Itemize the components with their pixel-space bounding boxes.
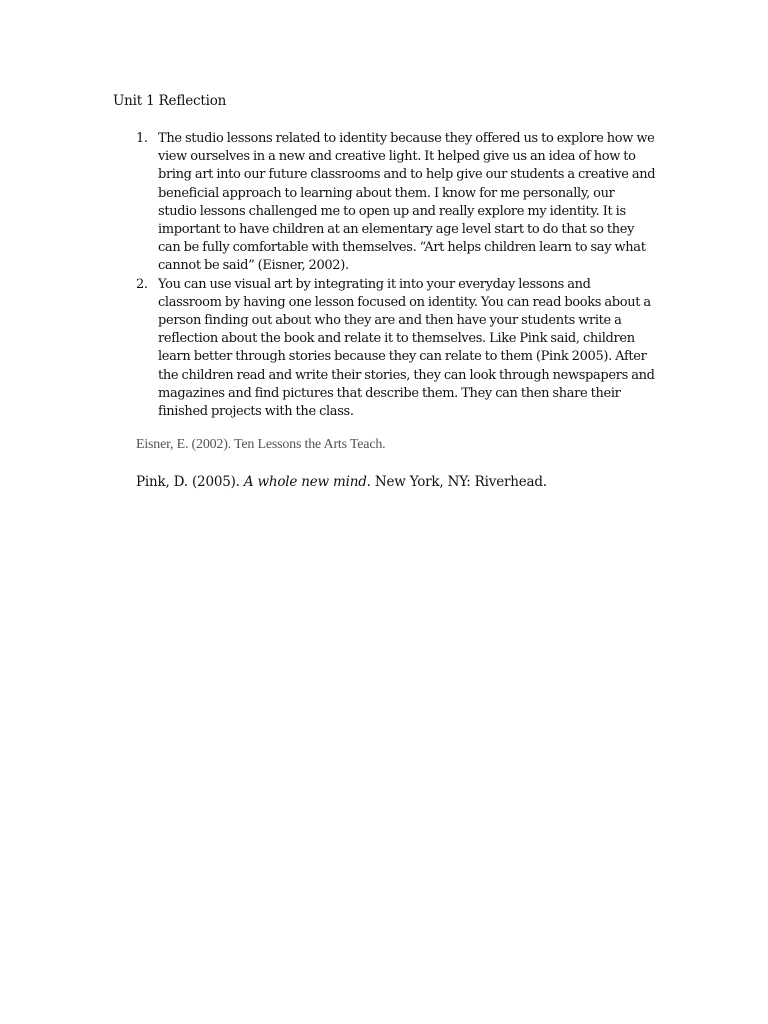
reference-eisner: Eisner, E. (2002). Ten Lessons the Arts Teach. (136, 437, 386, 452)
list-item-text: You can use visual art by integrating it into your everyday lessons and classroom by having one lesson focused on identity. You can read books about a person finding out about who they are and then have your students write a reflection about the book and relate it to themselves. Like Pink said, children learn better through stories because they can relate to them (Pink 2005). After the children read and write their stories, they can look through newspapers and magazines and find pictures that describe them. They can then share their finished projects with the class. (158, 276, 655, 420)
reference-pink-author: Pink, D. (2005). (136, 474, 244, 490)
list-item (136, 130, 656, 276)
list-item-text: The studio lessons related to identity because they offered us to explore how we view ourselves in a new and creative light. It helped give us an idea of how to bring art into our future classrooms and to help give our students a creative and beneficial approach to learning about them. I know for me personally, our studio lessons challenged me to open up and really explore my identity. It is important to have children at an elementary age level start to do that so they can be fully comfortable with themselves. “Art helps children learn to say what cannot be said” (Eisner, 2002). (158, 131, 656, 274)
reference-pink-publisher: . New York, NY: Riverhead. (366, 474, 547, 490)
list-item-number: 2. (136, 276, 148, 292)
reflection-list (136, 130, 656, 421)
list-item (136, 276, 656, 422)
document-title: Unit 1 Reflection (113, 93, 227, 109)
reference-pink-title: A whole new mind (243, 474, 367, 490)
list-item-number: 1. (136, 131, 148, 146)
reference-pink (136, 474, 547, 490)
